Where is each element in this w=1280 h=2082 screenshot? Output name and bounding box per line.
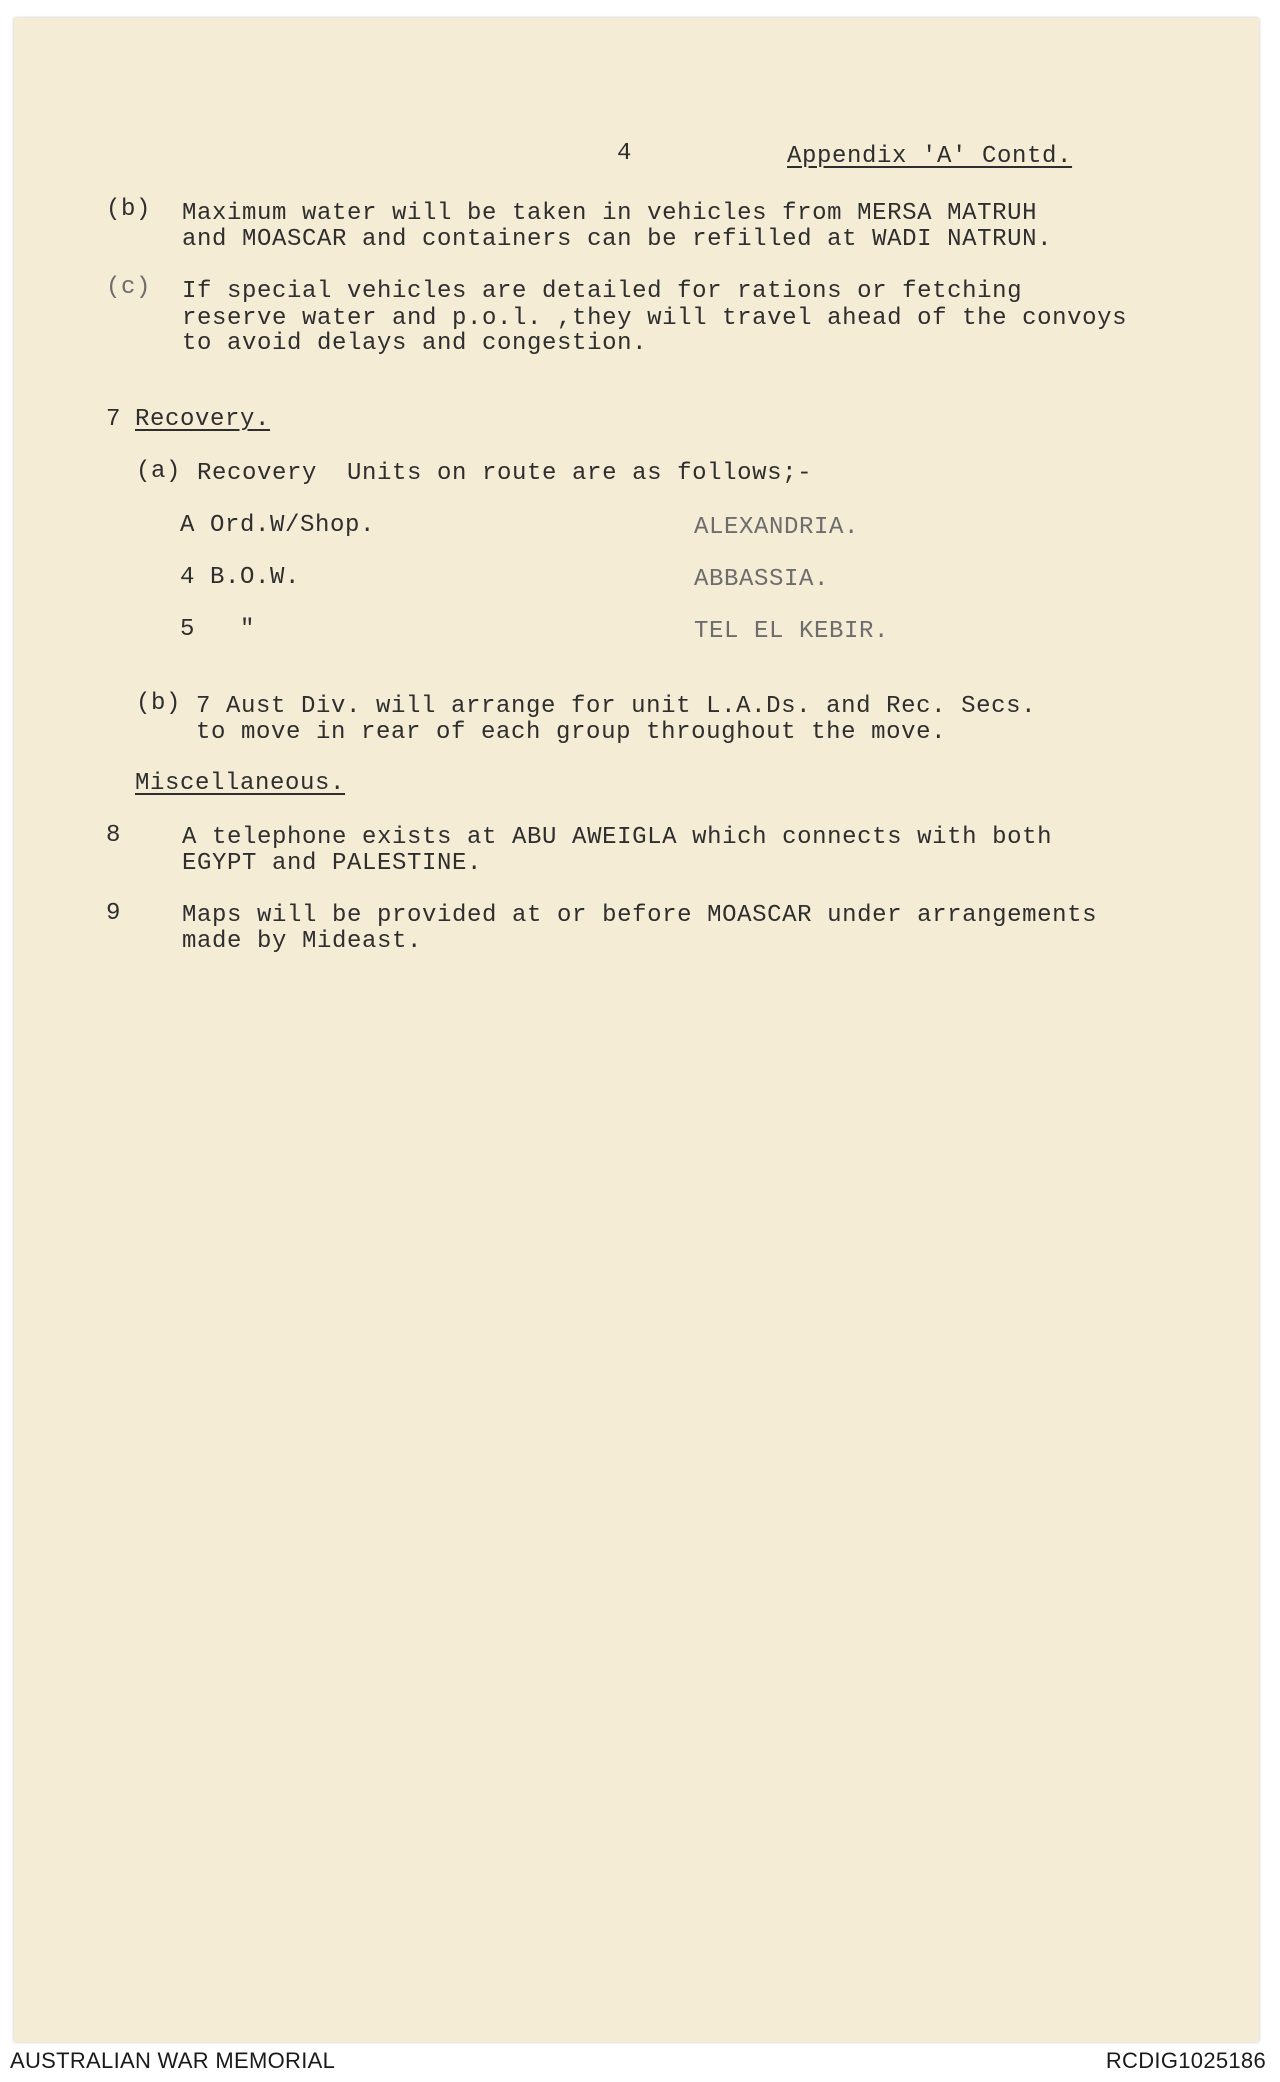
water-c-line3: to avoid delays and congestion. (182, 330, 648, 357)
page-number: 4 (617, 140, 633, 167)
misc-item-line2: EGYPT and PALESTINE. (182, 850, 483, 877)
unit-location: ABBASSIA. (694, 566, 830, 593)
recovery-a-text: Recovery Units on route are as follows;- (197, 460, 813, 487)
water-b-line1: Maximum water will be taken in vehicles from MERSA MATRUH (182, 200, 1038, 227)
unit-name: A Ord.W/Shop. (180, 512, 376, 539)
misc-item-number: 9 (106, 900, 122, 927)
water-b-line2: and MOASCAR and containers can be refilled at WADI NATRUN. (182, 226, 1053, 253)
water-c-line1: If special vehicles are detailed for rations or fetching (182, 278, 1023, 305)
recovery-b-line2: to move in rear of each group throughout the move. (196, 719, 947, 746)
footer-reference: RCDIG1025186 (1105, 2048, 1266, 2073)
misc-item-number: 8 (106, 822, 122, 849)
recovery-a-marker: (a) (136, 458, 182, 485)
water-c-marker: (c) (106, 274, 152, 301)
footer-source: AUSTRALIAN WAR MEMORIAL (10, 2048, 336, 2073)
misc-item-line1: A telephone exists at ABU AWEIGLA which connects with both (182, 824, 1053, 851)
water-c-line2: reserve water and p.o.l. ,they will travel ahead of the convoys (182, 305, 1128, 332)
recovery-number: 7 (106, 406, 122, 433)
unit-name: 4 B.O.W. (180, 564, 301, 591)
recovery-heading: Recovery. (135, 406, 271, 433)
recovery-b-line1: 7 Aust Div. will arrange for unit L.A.Ds. and Rec. Secs. (196, 693, 1037, 720)
unit-location: TEL EL KEBIR. (694, 618, 890, 645)
misc-item-line2: made by Mideast. (182, 928, 423, 955)
water-b-marker: (b) (106, 196, 152, 223)
appendix-heading: Appendix 'A' Contd. (787, 143, 1073, 170)
unit-name: 5 " (180, 616, 256, 643)
misc-item-line1: Maps will be provided at or before MOASCAR under arrangements (182, 902, 1098, 929)
unit-location: ALEXANDRIA. (694, 514, 860, 541)
recovery-b-marker: (b) (136, 690, 182, 717)
misc-heading: Miscellaneous. (135, 770, 346, 797)
document-page (14, 18, 1259, 2042)
